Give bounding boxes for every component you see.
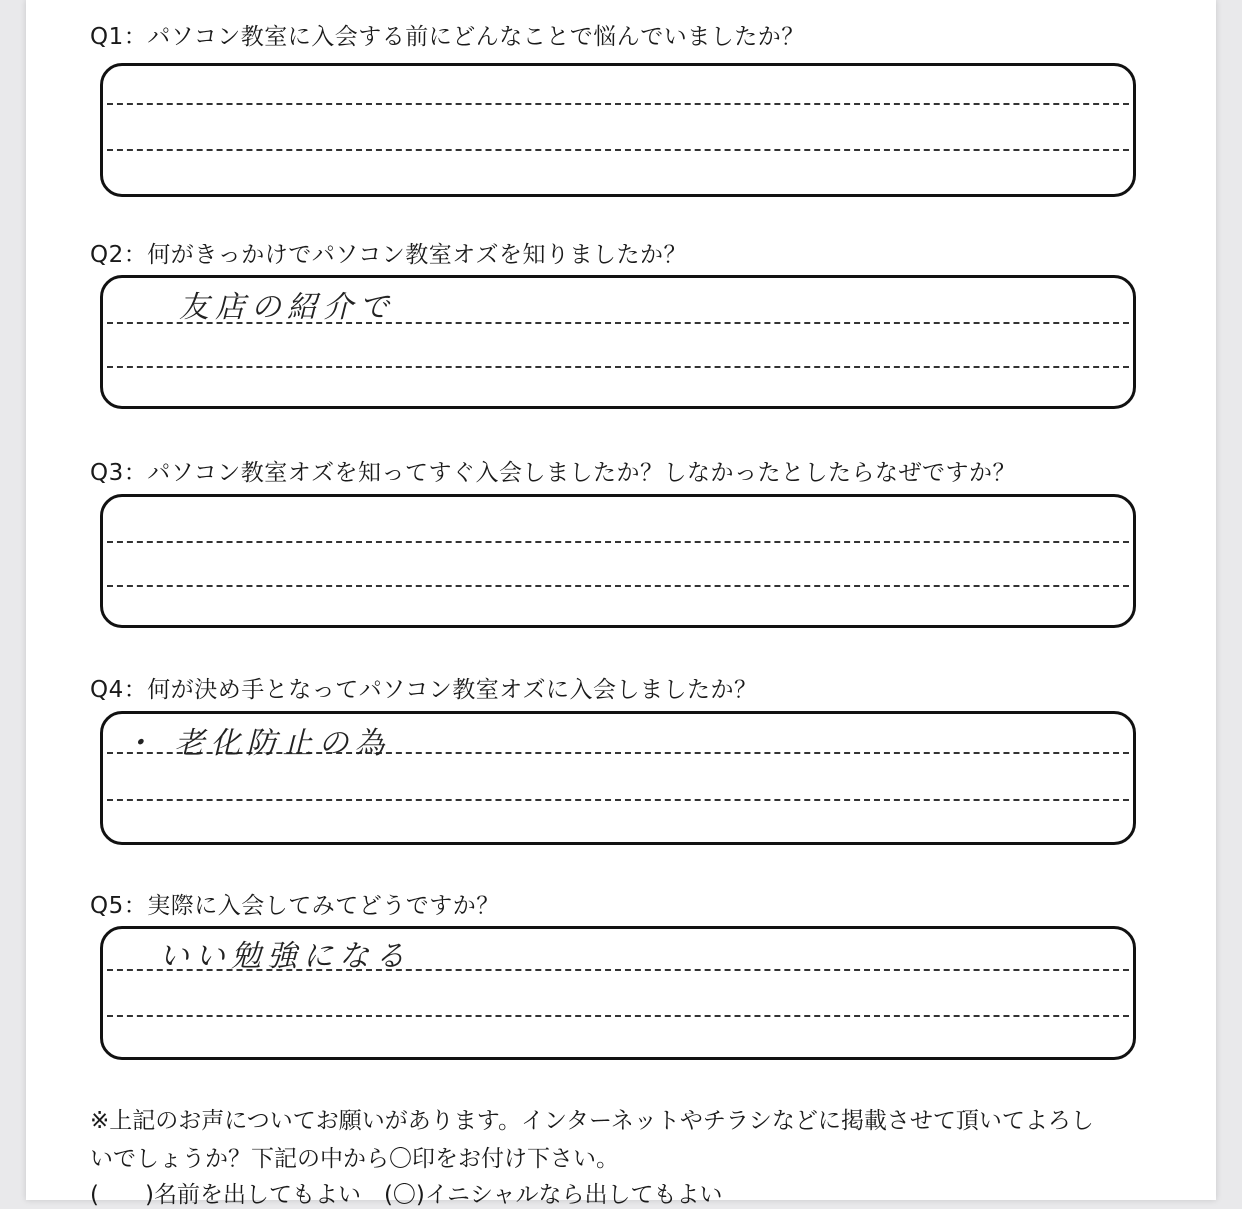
handwritten-answer-2: 友店の紹介で bbox=[179, 290, 395, 325]
answer-line bbox=[107, 1015, 1129, 1017]
consent-note-line-1: ※上記のお声についてお願いがあります。インターネットやチラシなどに掲載させて頂いてよろし bbox=[90, 1108, 1094, 1134]
answer-line bbox=[107, 585, 1129, 587]
survey-sheet bbox=[26, 0, 1216, 1208]
answer-box-3 bbox=[100, 494, 1136, 628]
answer-line bbox=[107, 799, 1129, 801]
handwritten-answer-4: ・ 老化防止の為 bbox=[123, 726, 391, 761]
answer-line bbox=[107, 103, 1129, 105]
answer-box-1 bbox=[100, 63, 1136, 197]
consent-options: ( )名前を出してもよい (〇)イニシャルなら出してもよい bbox=[90, 1182, 723, 1208]
answer-box-5 bbox=[100, 926, 1136, 1060]
answer-line bbox=[107, 149, 1129, 151]
consent-note-line-2: いでしょうか？下記の中から〇印をお付け下さい。 bbox=[90, 1146, 619, 1172]
question-4: Q4：何が決め手となってパソコン教室オズに入会しましたか？ bbox=[90, 677, 758, 703]
answer-box-2 bbox=[100, 275, 1136, 409]
answer-line bbox=[107, 366, 1129, 368]
question-1: Q1：パソコン教室に入会する前にどんなことで悩んでいましたか？ bbox=[90, 24, 805, 50]
handwritten-answer-5: いい勉強になる bbox=[159, 939, 411, 974]
question-2: Q2：何がきっかけでパソコン教室オズを知りましたか？ bbox=[90, 242, 688, 268]
question-3: Q3：パソコン教室オズを知ってすぐ入会しましたか？しなかったとしたらなぜですか？ bbox=[90, 460, 1017, 486]
answer-line bbox=[107, 541, 1129, 543]
answer-box-4 bbox=[100, 711, 1136, 845]
question-5: Q5：実際に入会してみてどうですか？ bbox=[90, 893, 500, 919]
